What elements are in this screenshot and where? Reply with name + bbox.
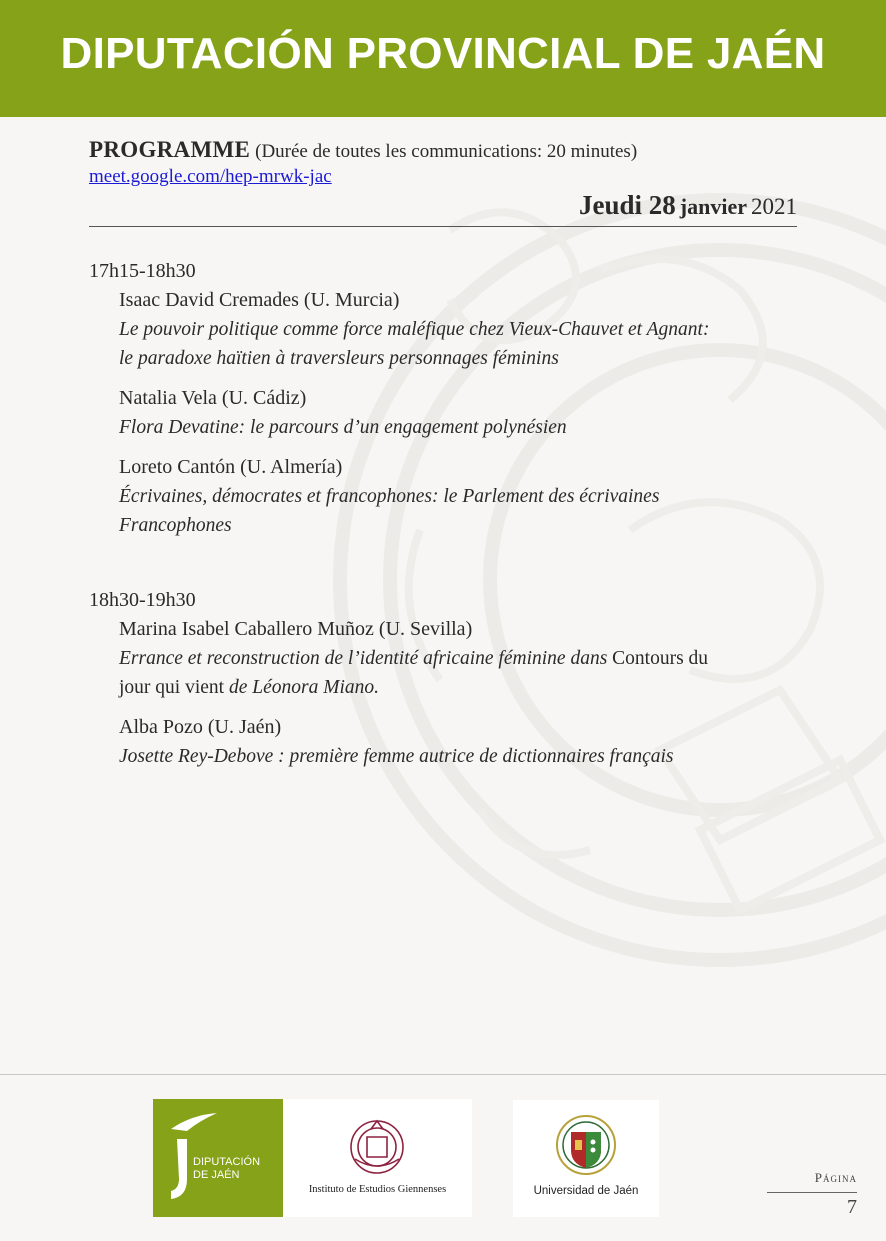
diputacion-logo-line1: DIPUTACIÓN (193, 1156, 261, 1168)
page-label: Página (814, 1170, 857, 1185)
talk-speaker: Natalia Vela (U. Cádiz) (119, 387, 307, 409)
diputacion-logo (153, 1099, 283, 1217)
diputacion-logo-line2: DE JAÉN (193, 1169, 240, 1181)
header-banner (0, 0, 886, 117)
talk-item (119, 615, 797, 702)
header-title: DIPUTACIÓN PROVINCIAL DE JAÉN (60, 28, 826, 78)
talk-speaker: Isaac David Cremades (U. Murcia) (119, 289, 400, 311)
ieg-logo-text: Instituto de Estudios Giennenses (308, 1184, 447, 1195)
uja-shield-icon (513, 1100, 659, 1217)
talk-item (119, 713, 797, 771)
programme-content (89, 136, 797, 782)
page-rule (767, 1192, 857, 1193)
uja-logo-text: Universidad de Jaén (533, 1185, 639, 1197)
talk-speaker: Marina Isabel Caballero Muñoz (U. Sevilla) (119, 618, 473, 640)
programme-note: (Durée de toutes les communications: 20 minutes) (255, 141, 638, 162)
talk-speaker: Alba Pozo (U. Jaén) (119, 716, 282, 738)
talk-title-part: Errance et reconstruction de l’identité africaine féminine dans (119, 648, 608, 669)
talk-item (119, 286, 797, 373)
ieg-logo (283, 1099, 472, 1217)
talk-speaker: Loreto Cantón (U. Almería) (119, 456, 343, 478)
footer-divider (0, 1074, 886, 1075)
session-1 (89, 257, 797, 540)
date-heading (89, 190, 797, 227)
diputacion-logo-text (193, 1156, 260, 1182)
page-number: 7 (847, 1196, 857, 1218)
talk-title-work-cont: jour qui vient (119, 677, 225, 698)
ieg-seal-icon (283, 1099, 472, 1217)
meet-link[interactable]: meet.google.com/hep-mrwk-jac (89, 166, 332, 187)
date-year: 2021 (751, 194, 797, 219)
talk-title: Flora Devatine: le parcours d’un engagement polynésien (119, 417, 567, 438)
date-day: Jeudi 28 (579, 190, 676, 220)
programme-label: PROGRAMME (89, 137, 251, 162)
session-time: 18h30-19h30 (89, 589, 196, 611)
talk-title-cont: Francophones (119, 515, 232, 536)
talk-title-cont (119, 673, 797, 702)
talk-title: Le pouvoir politique comme force maléfique chez Vieux-Chauvet et Agnant: (119, 319, 710, 340)
talk-title: Josette Rey-Debove : première femme autrice de dictionnaires français (119, 746, 674, 767)
programme-heading (89, 136, 797, 166)
talk-item (119, 384, 797, 442)
talk-title-work: Contours du (612, 648, 709, 669)
uja-logo (513, 1100, 659, 1217)
date-month: janvier (679, 194, 747, 219)
talk-title-author: de Léonora Miano. (228, 677, 379, 698)
session-2 (89, 586, 797, 771)
talk-title (119, 644, 797, 673)
talk-item (119, 453, 797, 540)
session-time: 17h15-18h30 (89, 260, 196, 282)
talk-title: Écrivaines, démocrates et francophones: le Parlement des écrivaines (119, 486, 660, 507)
talk-title-cont: le paradoxe haïtien à traversleurs personnages féminins (119, 348, 559, 369)
